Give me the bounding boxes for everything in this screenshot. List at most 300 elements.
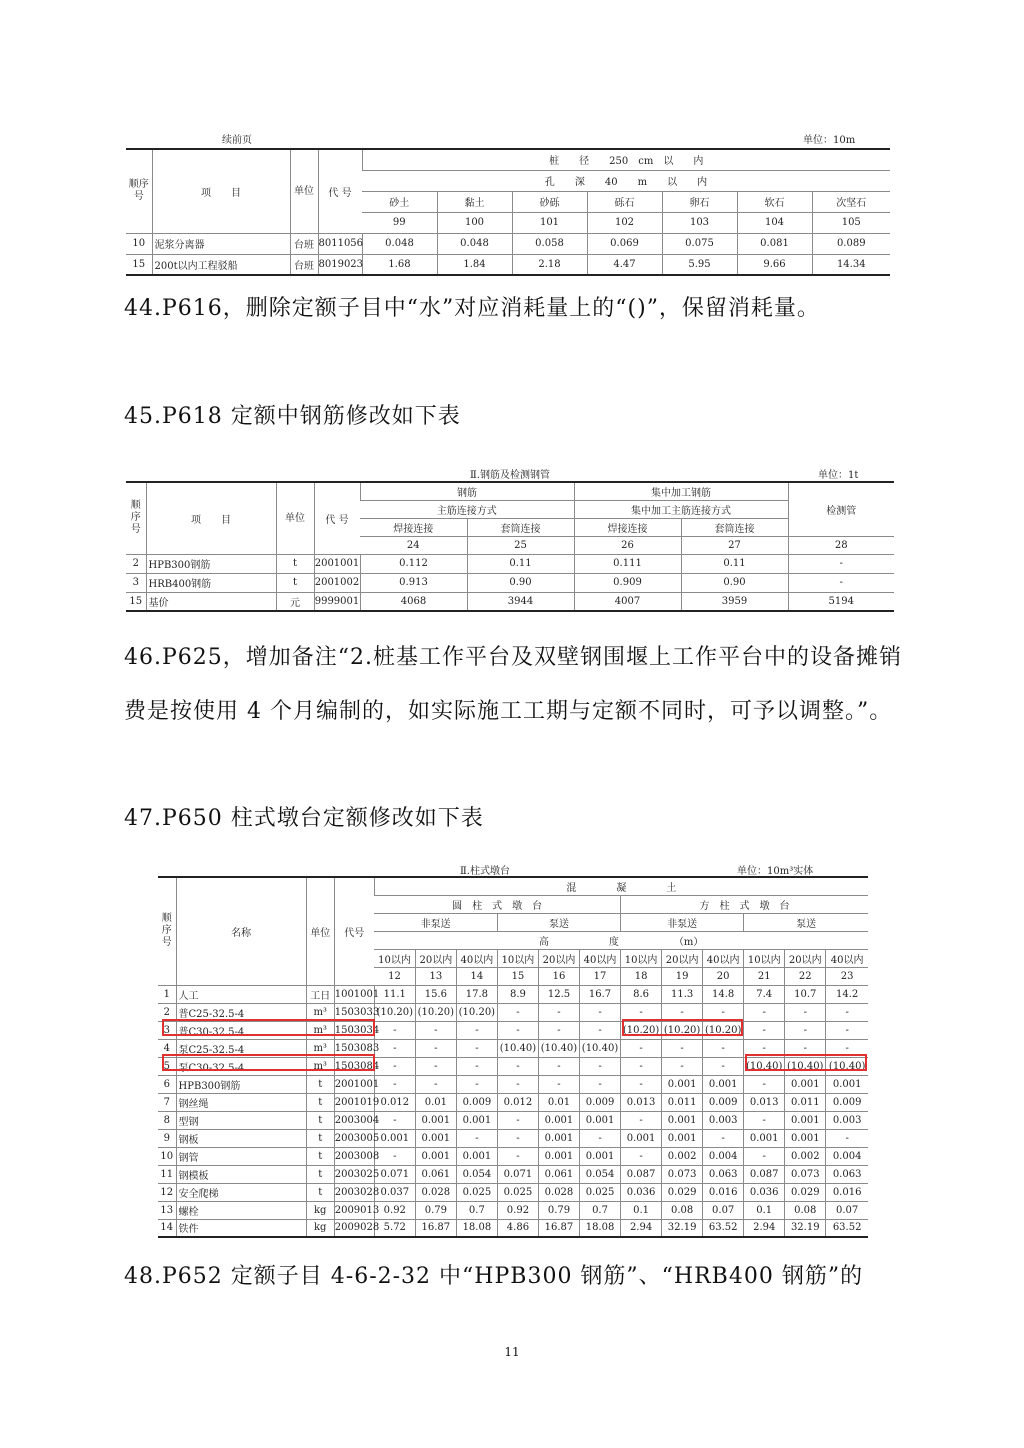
row-code: 2001001: [314, 554, 360, 573]
row-value: -: [662, 1039, 703, 1057]
row-value: (10.40): [580, 1039, 621, 1057]
row-value: -: [374, 1147, 415, 1165]
table1-column-number: 100: [437, 212, 512, 233]
table1-soil-type: 软石: [737, 191, 812, 212]
row-value: 0.073: [662, 1165, 703, 1183]
row-value: 0.001: [785, 1075, 826, 1093]
table1-column-number: 102: [587, 212, 662, 233]
row-seq: 7: [158, 1093, 176, 1111]
table3-height-range: 20以内: [415, 949, 456, 967]
row-value: -: [621, 1111, 662, 1129]
row-name: 螺栓: [176, 1201, 306, 1219]
row-value: 0.08: [662, 1201, 703, 1219]
table-row: [158, 1219, 868, 1237]
row-name: 型钢: [176, 1111, 306, 1129]
row-value: 4.86: [497, 1219, 538, 1237]
row-value: 14.34: [812, 254, 890, 275]
table-row: [158, 1093, 868, 1111]
row-seq: 13: [158, 1201, 176, 1219]
row-value: -: [621, 1057, 662, 1075]
row-value: 0.048: [362, 233, 437, 254]
row-value: -: [580, 1129, 621, 1147]
table1-column-number: 103: [662, 212, 737, 233]
row-name: 基价: [146, 592, 276, 611]
row-value: 0.016: [826, 1183, 868, 1201]
table3-height-range: 20以内: [785, 949, 826, 967]
row-value: -: [744, 1111, 785, 1129]
table1-soil-type: 次坚石: [812, 191, 890, 212]
table-row: [158, 1129, 868, 1147]
row-value: 12.5: [538, 985, 579, 1003]
table2-column-number: 24: [360, 536, 467, 554]
row-code: 2001002: [314, 573, 360, 592]
row-value: -: [662, 1057, 703, 1075]
row-value: 0.90: [681, 573, 788, 592]
table2-column-number: 28: [788, 536, 894, 554]
row-value: 17.8: [456, 985, 497, 1003]
row-value: 0.028: [538, 1183, 579, 1201]
row-value: 10.7: [785, 985, 826, 1003]
row-seq: 3: [158, 1021, 176, 1039]
row-value: -: [703, 1003, 744, 1021]
row-name: 钢模板: [176, 1165, 306, 1183]
row-value: 0.111: [574, 554, 681, 573]
row-value: 0.081: [737, 233, 812, 254]
row-value: 0.029: [785, 1183, 826, 1201]
row-value: (10.20): [456, 1003, 497, 1021]
row-value: 0.7: [456, 1201, 497, 1219]
row-value: 0.001: [744, 1129, 785, 1147]
paragraph-44: 44.P616，删除定额子目中“水”对应消耗量上的“()”，保留消耗量。: [124, 296, 820, 321]
table2-head-main-conn: 主筋连接方式: [360, 500, 574, 518]
paragraph-48: 48.P652 定额子目 4-6-2-32 中“HPB300 钢筋”、“HRB400 钢筋”的: [124, 1264, 864, 1289]
row-value: 3959: [681, 592, 788, 611]
row-name: 安全爬梯: [176, 1183, 306, 1201]
row-seq: 3: [126, 573, 146, 592]
row-value: 32.19: [662, 1219, 703, 1237]
row-seq: 5: [158, 1057, 176, 1075]
row-value: 0.92: [374, 1201, 415, 1219]
row-value: -: [456, 1057, 497, 1075]
table-row: [126, 233, 890, 254]
table1-continued: 续前页: [222, 135, 252, 146]
table2-head-test-pipe: 检测管: [788, 482, 894, 536]
row-value: 2.18: [512, 254, 587, 275]
row-name: 普C25-32.5-4: [176, 1003, 306, 1021]
table3-height-range: 40以内: [456, 949, 497, 967]
table1-head-pile: 桩 径 250 cm 以 内: [362, 149, 890, 170]
row-value: 2.94: [621, 1219, 662, 1237]
row-value: -: [538, 1075, 579, 1093]
row-value: 11.3: [662, 985, 703, 1003]
table3-head-unit: 单位: [306, 877, 334, 985]
row-code: 1503083: [334, 1039, 374, 1057]
row-value: 0.003: [826, 1111, 868, 1129]
row-name: 钢丝绳: [176, 1093, 306, 1111]
row-value: 14.2: [826, 985, 868, 1003]
row-value: 0.112: [360, 554, 467, 573]
row-value: -: [744, 1039, 785, 1057]
row-value: 0.01: [538, 1093, 579, 1111]
row-unit: t: [306, 1093, 334, 1111]
row-name: 铁件: [176, 1219, 306, 1237]
row-value: -: [744, 1075, 785, 1093]
row-value: 16.87: [538, 1219, 579, 1237]
row-value: -: [580, 1075, 621, 1093]
table3-height-range: 40以内: [580, 949, 621, 967]
row-value: 0.058: [512, 233, 587, 254]
row-value: -: [497, 1057, 538, 1075]
row-value: -: [580, 1021, 621, 1039]
row-value: 0.001: [662, 1111, 703, 1129]
row-value: 0.001: [538, 1129, 579, 1147]
row-seq: 10: [126, 233, 152, 254]
row-unit: t: [276, 573, 314, 592]
table-row: [158, 1075, 868, 1093]
row-value: 0.063: [703, 1165, 744, 1183]
table1-soil-type: 砂土: [362, 191, 437, 212]
row-value: -: [580, 1057, 621, 1075]
row-value: 0.1: [621, 1201, 662, 1219]
row-value: -: [621, 1003, 662, 1021]
row-unit: 工日: [306, 985, 334, 1003]
row-code: 2003028: [334, 1183, 374, 1201]
row-value: 0.063: [826, 1165, 868, 1183]
row-value: 15.6: [415, 985, 456, 1003]
row-seq: 2: [126, 554, 146, 573]
row-code: 2003008: [334, 1147, 374, 1165]
table2-head-steel: 钢筋: [360, 482, 574, 500]
table2-title: Ⅱ.钢筋及检测钢管: [470, 470, 550, 481]
table1: [126, 148, 890, 276]
row-value: 0.001: [826, 1075, 868, 1093]
row-value: 0.001: [703, 1075, 744, 1093]
row-name: 人工: [176, 985, 306, 1003]
table1-column-number: 104: [737, 212, 812, 233]
row-value: 0.037: [374, 1183, 415, 1201]
table2-head-item: 项 目: [146, 482, 276, 554]
row-value: 0.11: [467, 554, 574, 573]
row-seq: 14: [158, 1219, 176, 1237]
row-unit: t: [276, 554, 314, 573]
row-value: 11.1: [374, 985, 415, 1003]
row-value: 0.90: [467, 573, 574, 592]
table2-head-unit: 单位: [276, 482, 314, 554]
row-value: 0.025: [456, 1183, 497, 1201]
table3-title: Ⅱ.柱式墩台: [460, 866, 510, 877]
row-code: 2001001: [334, 1075, 374, 1093]
row-value: -: [456, 1129, 497, 1147]
row-value: 0.071: [497, 1165, 538, 1183]
row-value: -: [621, 1075, 662, 1093]
table1-head-seq: 顺序号: [126, 149, 152, 233]
row-value: -: [785, 1039, 826, 1057]
row-value: 0.002: [662, 1147, 703, 1165]
row-value: 0.075: [662, 233, 737, 254]
table3-head-round: 圆 柱 式 墩 台: [374, 895, 620, 913]
table2-head-sleeve: 套筒连接: [681, 518, 788, 536]
row-value: (10.40): [538, 1039, 579, 1057]
row-code: 2003004: [334, 1111, 374, 1129]
table3-column-number: 15: [497, 967, 538, 985]
row-value: -: [456, 1021, 497, 1039]
row-value: 0.92: [497, 1201, 538, 1219]
row-value: -: [538, 1021, 579, 1039]
row-name: HPB300钢筋: [176, 1075, 306, 1093]
row-value: -: [497, 1129, 538, 1147]
row-code: 1001001: [334, 985, 374, 1003]
row-value: 0.009: [456, 1093, 497, 1111]
table3-height-range: 10以内: [497, 949, 538, 967]
row-value: 0.001: [456, 1111, 497, 1129]
row-value: -: [497, 1111, 538, 1129]
row-value: 0.054: [456, 1165, 497, 1183]
table1-head-item: 项 目: [152, 149, 290, 233]
row-value: 0.11: [681, 554, 788, 573]
table3-head-nonpump: 非泵送: [374, 913, 497, 931]
row-value: -: [456, 1075, 497, 1093]
row-value: 0.004: [703, 1147, 744, 1165]
row-value: -: [374, 1057, 415, 1075]
row-unit: 台班: [290, 233, 318, 254]
row-value: 0.011: [785, 1093, 826, 1111]
row-seq: 1: [158, 985, 176, 1003]
table3-column-number: 23: [826, 967, 868, 985]
row-value: 0.001: [662, 1075, 703, 1093]
row-name: 钢管: [176, 1147, 306, 1165]
row-value: -: [788, 573, 894, 592]
row-value: 0.012: [497, 1093, 538, 1111]
row-value: -: [415, 1075, 456, 1093]
row-code: 8011056: [318, 233, 362, 254]
row-value: 0.071: [374, 1165, 415, 1183]
row-value: -: [580, 1003, 621, 1021]
row-value: 16.87: [415, 1219, 456, 1237]
row-value: -: [826, 1021, 868, 1039]
row-unit: t: [306, 1183, 334, 1201]
row-value: 0.025: [580, 1183, 621, 1201]
row-seq: 15: [126, 592, 146, 611]
row-value: -: [621, 1039, 662, 1057]
row-value: 4.47: [587, 254, 662, 275]
table3-head-height: 高 度 （m）: [374, 931, 868, 949]
row-name: 200t以内工程驳船: [152, 254, 290, 275]
row-value: -: [621, 1147, 662, 1165]
row-value: (10.20): [703, 1021, 744, 1039]
row-value: 0.087: [621, 1165, 662, 1183]
row-value: 2.94: [744, 1219, 785, 1237]
row-value: 0.012: [374, 1093, 415, 1111]
row-value: -: [703, 1057, 744, 1075]
table3-column-number: 12: [374, 967, 415, 985]
row-value: 63.52: [703, 1219, 744, 1237]
row-value: -: [662, 1003, 703, 1021]
row-value: (10.40): [497, 1039, 538, 1057]
row-value: 0.013: [744, 1093, 785, 1111]
table3-column-number: 18: [621, 967, 662, 985]
table3-height-range: 10以内: [374, 949, 415, 967]
row-value: 4068: [360, 592, 467, 611]
table3-column-number: 21: [744, 967, 785, 985]
table3-unit: 单位：10m³实体: [737, 866, 814, 877]
row-unit: m³: [306, 1021, 334, 1039]
row-seq: 11: [158, 1165, 176, 1183]
row-value: -: [374, 1111, 415, 1129]
row-name: 泵C30-32.5-4: [176, 1057, 306, 1075]
row-value: -: [744, 1021, 785, 1039]
table3-head-square: 方 柱 式 墩 台: [621, 895, 868, 913]
row-value: 0.001: [785, 1129, 826, 1147]
highlight-row-3-values: [622, 1019, 743, 1036]
row-value: -: [374, 1075, 415, 1093]
row-value: -: [415, 1021, 456, 1039]
row-code: 2003025: [334, 1165, 374, 1183]
row-value: 0.003: [703, 1111, 744, 1129]
table-row: [126, 592, 894, 611]
row-value: 0.048: [437, 233, 512, 254]
row-unit: t: [306, 1111, 334, 1129]
table3-column-number: 20: [703, 967, 744, 985]
row-value: 0.001: [538, 1147, 579, 1165]
row-code: 2003005: [334, 1129, 374, 1147]
row-unit: t: [306, 1075, 334, 1093]
row-value: 0.028: [415, 1183, 456, 1201]
table-row: [158, 985, 868, 1003]
table2-head-central-conn: 集中加工主筋连接方式: [574, 500, 788, 518]
table1-column-number: 101: [512, 212, 587, 233]
table2-column-number: 26: [574, 536, 681, 554]
table2-unit: 单位：1t: [818, 470, 859, 481]
row-value: 0.011: [662, 1093, 703, 1111]
row-code: 2009013: [334, 1201, 374, 1219]
table2-head-central: 集中加工钢筋: [574, 482, 788, 500]
table1-soil-type: 黏土: [437, 191, 512, 212]
row-name: HPB300钢筋: [146, 554, 276, 573]
row-value: -: [538, 1057, 579, 1075]
row-value: 0.054: [580, 1165, 621, 1183]
row-code: 1503084: [334, 1057, 374, 1075]
row-value: 0.001: [415, 1129, 456, 1147]
row-value: -: [374, 1021, 415, 1039]
table1-head-code: 代 号: [318, 149, 362, 233]
row-value: -: [826, 1039, 868, 1057]
table1-head-hole: 孔 深 40 m 以 内: [362, 170, 890, 191]
row-unit: kg: [306, 1201, 334, 1219]
row-unit: m³: [306, 1003, 334, 1021]
row-value: 0.001: [662, 1129, 703, 1147]
page-number: 11: [504, 1345, 520, 1359]
table1-unit: 单位：10m: [803, 135, 856, 146]
row-name: HRB400钢筋: [146, 573, 276, 592]
row-value: -: [826, 1003, 868, 1021]
table2: [126, 481, 894, 612]
table-row: [126, 554, 894, 573]
row-value: 0.029: [662, 1183, 703, 1201]
row-seq: 12: [158, 1183, 176, 1201]
table3-column-number: 22: [785, 967, 826, 985]
row-value: 0.79: [538, 1201, 579, 1219]
table-row: [158, 1165, 868, 1183]
table3-height-range: 20以内: [538, 949, 579, 967]
row-value: 0.001: [621, 1129, 662, 1147]
row-value: 16.7: [580, 985, 621, 1003]
row-value: 0.087: [744, 1165, 785, 1183]
row-value: 5.95: [662, 254, 737, 275]
table3-column-number: 14: [456, 967, 497, 985]
row-value: 0.79: [415, 1201, 456, 1219]
table2-head-seq: 顺序号: [126, 482, 146, 554]
table3-head-pump: 泵送: [497, 913, 620, 931]
table3-column-number: 17: [580, 967, 621, 985]
row-value: (10.20): [662, 1021, 703, 1039]
row-value: 0.025: [497, 1183, 538, 1201]
row-value: (10.20): [415, 1003, 456, 1021]
table3-column-number: 16: [538, 967, 579, 985]
highlight-row-3-name: [162, 1019, 375, 1036]
row-value: 0.001: [374, 1129, 415, 1147]
row-value: 0.909: [574, 573, 681, 592]
table3-head-concrete: 混 凝 土: [374, 877, 868, 895]
table2-head-sleeve: 套筒连接: [467, 518, 574, 536]
table3-column-number: 19: [662, 967, 703, 985]
table-row: [158, 1111, 868, 1129]
row-value: 0.001: [580, 1147, 621, 1165]
table3-head-pump: 泵送: [744, 913, 868, 931]
row-code: 8019023: [318, 254, 362, 275]
row-value: 8.9: [497, 985, 538, 1003]
table1-column-number: 105: [812, 212, 890, 233]
row-value: 0.004: [826, 1147, 868, 1165]
row-value: 4007: [574, 592, 681, 611]
row-code: 1503033: [334, 1003, 374, 1021]
row-value: 0.069: [587, 233, 662, 254]
row-value: 3944: [467, 592, 574, 611]
row-value: (10.40): [744, 1057, 785, 1075]
paragraph-47: 47.P650 柱式墩台定额修改如下表: [124, 806, 484, 831]
highlight-row-5-name: [162, 1054, 375, 1071]
row-value: 0.009: [580, 1093, 621, 1111]
table3-height-range: 10以内: [621, 949, 662, 967]
paragraph-46: 46.P625，增加备注“2.桩基工作平台及双壁钢围堰上工作平台中的设备摊销费是按使用 4 个月编制的，如实际施工工期与定额不同时，可予以调整。”。: [124, 645, 903, 724]
row-unit: kg: [306, 1219, 334, 1237]
row-value: 0.036: [621, 1183, 662, 1201]
row-value: 0.009: [826, 1093, 868, 1111]
row-unit: t: [306, 1129, 334, 1147]
table3-head-name: 名称: [176, 877, 306, 985]
table2-column-number: 25: [467, 536, 574, 554]
row-value: 0.913: [360, 573, 467, 592]
row-value: 0.001: [538, 1111, 579, 1129]
row-seq: 9: [158, 1129, 176, 1147]
row-value: 0.073: [785, 1165, 826, 1183]
row-value: -: [785, 1021, 826, 1039]
row-value: -: [497, 1021, 538, 1039]
row-value: 0.7: [580, 1201, 621, 1219]
row-unit: t: [306, 1147, 334, 1165]
row-unit: 台班: [290, 254, 318, 275]
row-seq: 8: [158, 1111, 176, 1129]
row-value: (10.40): [826, 1057, 868, 1075]
row-value: (10.20): [374, 1003, 415, 1021]
row-value: -: [538, 1003, 579, 1021]
row-value: -: [374, 1039, 415, 1057]
row-seq: 4: [158, 1039, 176, 1057]
row-value: 0.016: [703, 1183, 744, 1201]
row-value: -: [497, 1003, 538, 1021]
row-value: -: [788, 554, 894, 573]
row-value: -: [744, 1003, 785, 1021]
row-value: 0.001: [580, 1111, 621, 1129]
